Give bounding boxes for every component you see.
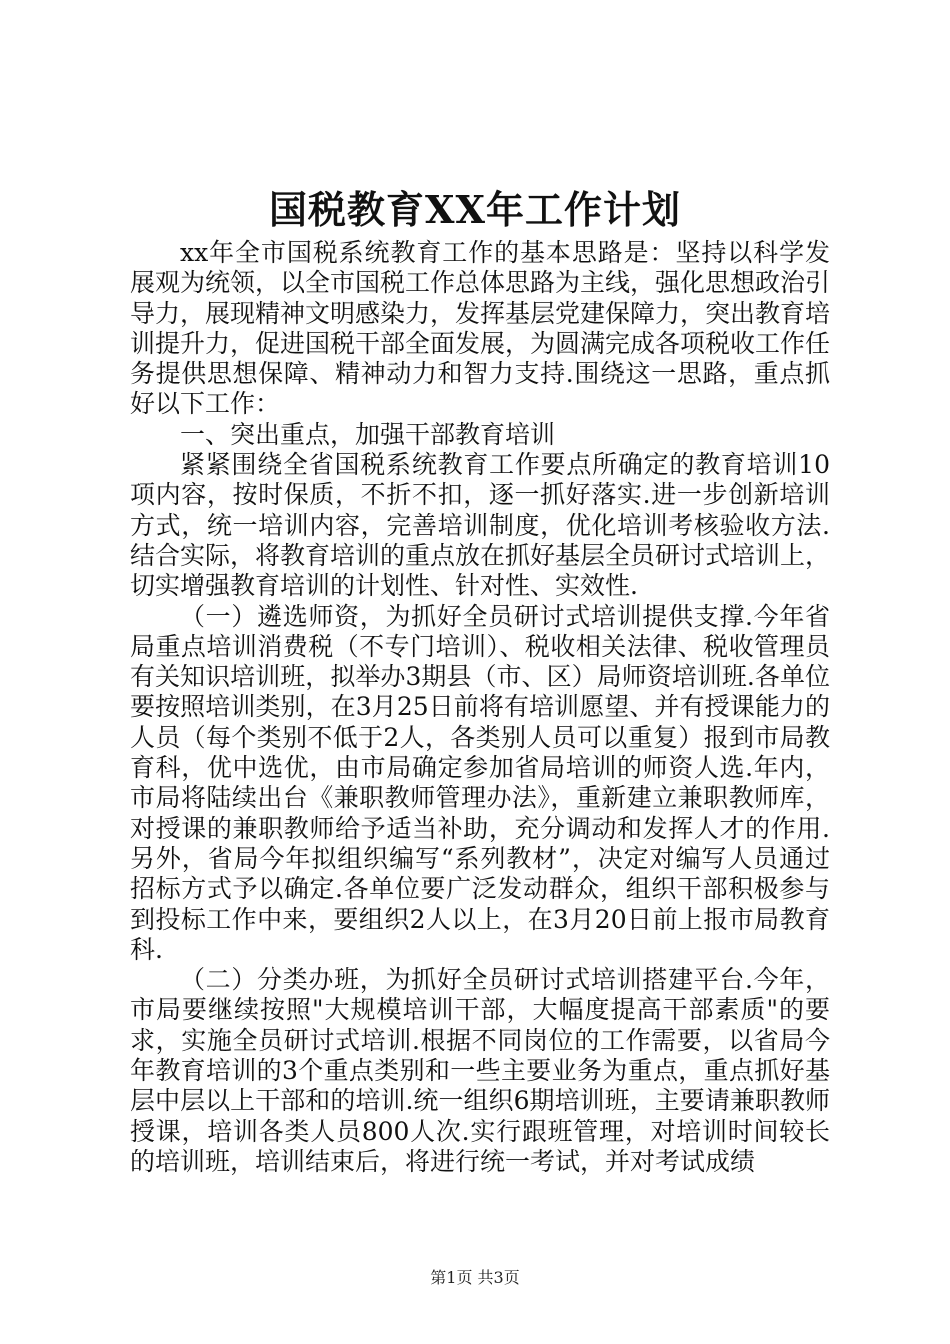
document-body: [130, 238, 830, 1177]
section-heading-1: 一、突出重点，加强干部教育培训: [180, 419, 556, 449]
paragraph-intro: xx年全市国税系统教育工作的基本思路是：坚持以科学发展观为统领，以全市国税工作总体思路为主线，强化思想政治引导力，展现精神文明感染力，发挥基层党建保障力，突出教育培训提升力，促进国税干部全面发展，为圆满完成各项税收工作任务提供思想保障、精神动力和智力支持.围绕这一思路，重点抓好以下工作：: [130, 238, 831, 419]
paragraph-subsection-1: （一）遴选师资，为抓好全员研讨式培训提供支撑.今年省局重点培训消费税（不专门培训）、税收相关法律、税收管理员有关知识培训班，拟举办3期县（市、区）局师资培训班.各单位要按照培训类别，在3月25日前将有培训愿望、并有授课能力的人员（每个类别不低于2人，各类别人员可以重复）报到市局教育科，优中选优，由市局确定参加省局培训的师资人选.年内，市局将陆续出台《兼职教师管理办法》，重新建立兼职教师库，对授课的兼职教师给予适当补助，充分调动和发挥人才的作用.另外，省局今年拟组织编写“系列教材”，决定对编写人员通过招标方式予以确定.各单位要广泛发动群众，组织干部积极参与到投标工作中来，要组织2人以上，在3月20日前上报市局教育科.: [130, 601, 830, 964]
paragraph-subsection-2: （二）分类办班，为抓好全员研讨式培训搭建平台.今年，市局要继续按照"大规模培训干部，大幅度提高干部素质"的要求，实施全员研讨式培训.根据不同岗位的工作需要，以省局今年教育培训的3个重点类别和一些主要业务为重点，重点抓好基层中层以上干部和的培训.统一组织6期培训班，主要请兼职教师授课，培训各类人员800人次.实行跟班管理，对培训时间较长的培训班，培训结束后，将进行统一考试，并对考试成绩: [130, 965, 830, 1176]
document-title: 国税教育XX年工作计划: [269, 187, 681, 232]
paragraph-section-1: 紧紧围绕全省国税系统教育工作要点所确定的教育培训10项内容，按时保质，不折不扣，逐一抓好落实.进一步创新培训方式，统一培训内容，完善培训制度，优化培训考核验收方法.结合实际，将教育培训的重点放在抓好基层全员研讨式培训上，切实增强教育培训的计划性、针对性、实效性.: [130, 450, 831, 601]
page-footer: 第1页 共3页: [430, 1268, 520, 1287]
